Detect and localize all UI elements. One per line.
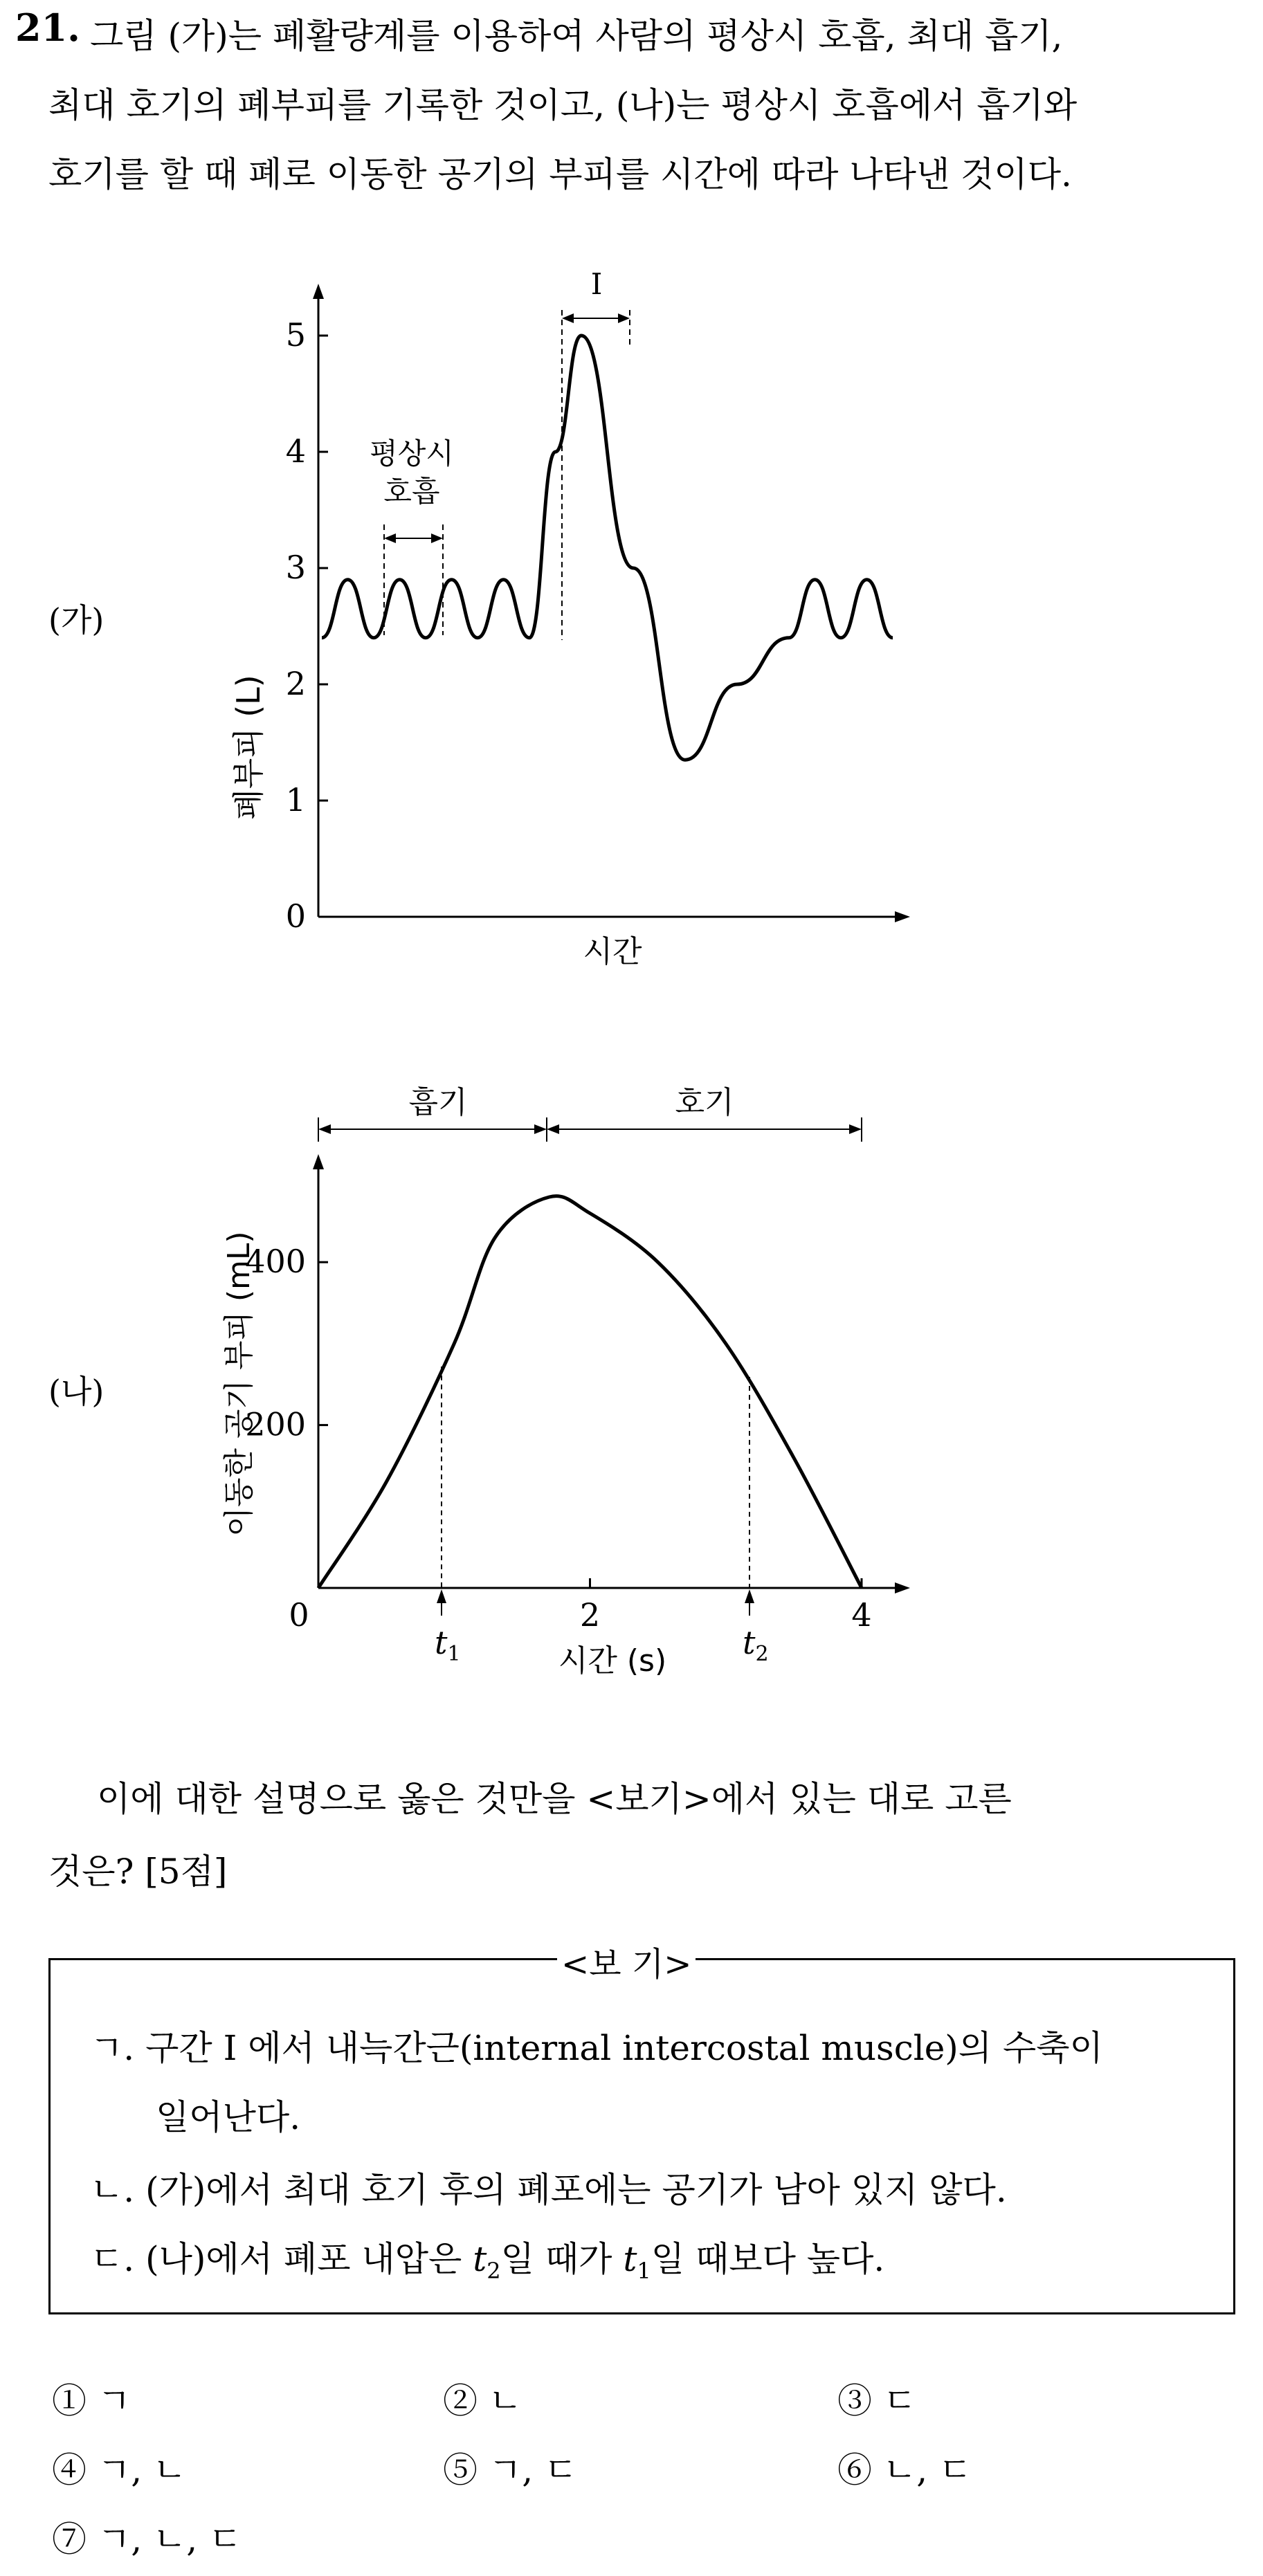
question-line-1: 그림 (가)는 폐활량계를 이용하여 사람의 평상시 호흡, 최대 흡기, [90, 16, 1063, 56]
figure-b-xtick-label: 0 [289, 1596, 309, 1634]
question-line-3: 호기를 할 때 폐로 이동한 공기의 부피를 시간에 따라 나타낸 것이다. [48, 154, 1072, 194]
choice-5[interactable]: ⑤ ㄱ, ㄷ [443, 2450, 578, 2490]
exhale-label: 호기 [675, 1085, 734, 1120]
figure-a-curve [322, 336, 893, 760]
bogi-item-3: ㄷ. (나)에서 폐포 내압은 $t_2$일 때가 $t_1$일 때보다 높다. [90, 2239, 885, 2284]
figure-b-ytick-label: 400 [245, 1243, 306, 1281]
figure-b-chart [0, 1079, 1263, 1702]
t2-label: $t_2$ [743, 1624, 769, 1666]
bogi-item-1-cont: 일어난다. [156, 2097, 301, 2137]
annot-normal-line1: 평상시 [370, 437, 454, 471]
choice-6[interactable]: ⑥ ㄴ, ㄷ [837, 2450, 972, 2490]
question-text [0, 0, 1263, 208]
figure-b-xlabel: 시간 (s) [558, 1643, 667, 1679]
choice-1[interactable]: ① ㄱ [52, 2381, 131, 2421]
figure-a-x-arrow [895, 911, 910, 922]
figure-b-y-arrow [313, 1154, 324, 1169]
choice-3[interactable]: ③ ㄷ [837, 2381, 917, 2421]
figure-a-ytick-label: 0 [285, 897, 306, 935]
annot-interval-label: I [590, 267, 603, 301]
figure-a-y-arrow [313, 284, 324, 299]
annot-normal-line2: 호흡 [383, 475, 440, 509]
choice-2[interactable]: ② ㄴ [443, 2381, 523, 2421]
figure-b-curve [318, 1196, 862, 1588]
figure-b-ylabel: 이동한 공기 부피 (mL) [221, 1231, 257, 1537]
inhale-label: 흡기 [408, 1085, 468, 1120]
question-number: 21. [15, 6, 80, 50]
figure-b-ytick-label: 200 [245, 1405, 306, 1443]
choice-4[interactable]: ④ ㄱ, ㄴ [52, 2450, 187, 2490]
question-line-2: 최대 호기의 폐부피를 기록한 것이고, (나)는 평상시 호흡에서 흡기와 [48, 85, 1078, 125]
figure-a-xlabel: 시간 [583, 934, 642, 969]
figure-a-ytick-label: 4 [285, 432, 306, 470]
figure-b-xtick-label: 4 [851, 1596, 872, 1634]
choice-7[interactable]: ⑦ ㄱ, ㄴ, ㄷ [52, 2519, 242, 2559]
figure-a-ytick-label: 3 [285, 549, 306, 586]
figure-b-label: (나) [48, 1373, 105, 1410]
bogi-item-1: ㄱ. 구간 I 에서 내늑간근(internal intercostal muscle)의 수축이 [90, 2028, 1103, 2068]
figure-a-ylabel: 폐부피 (L) [230, 675, 267, 820]
prompt-line-2: 것은? [5점] [48, 1852, 228, 1892]
figure-a-ytick-label: 1 [285, 781, 306, 819]
figure-a-chart [0, 263, 1263, 989]
prompt-line-1: 이에 대한 설명으로 옳은 것만을 <보기>에서 있는 대로 고른 [97, 1779, 1012, 1819]
bogi-item-2: ㄴ. (가)에서 최대 호기 후의 폐포에는 공기가 남아 있지 않다. [90, 2170, 1007, 2210]
figure-a-ytick-label: 5 [285, 316, 306, 354]
t1-label: $t_1$ [435, 1624, 461, 1666]
figure-b-x-arrow [895, 1582, 910, 1593]
figure-a-ytick-label: 2 [285, 665, 306, 702]
figure-a-label: (가) [48, 601, 105, 639]
figure-b-xtick-label: 2 [579, 1596, 601, 1634]
bogi-title: <보 기> [557, 1937, 696, 1985]
